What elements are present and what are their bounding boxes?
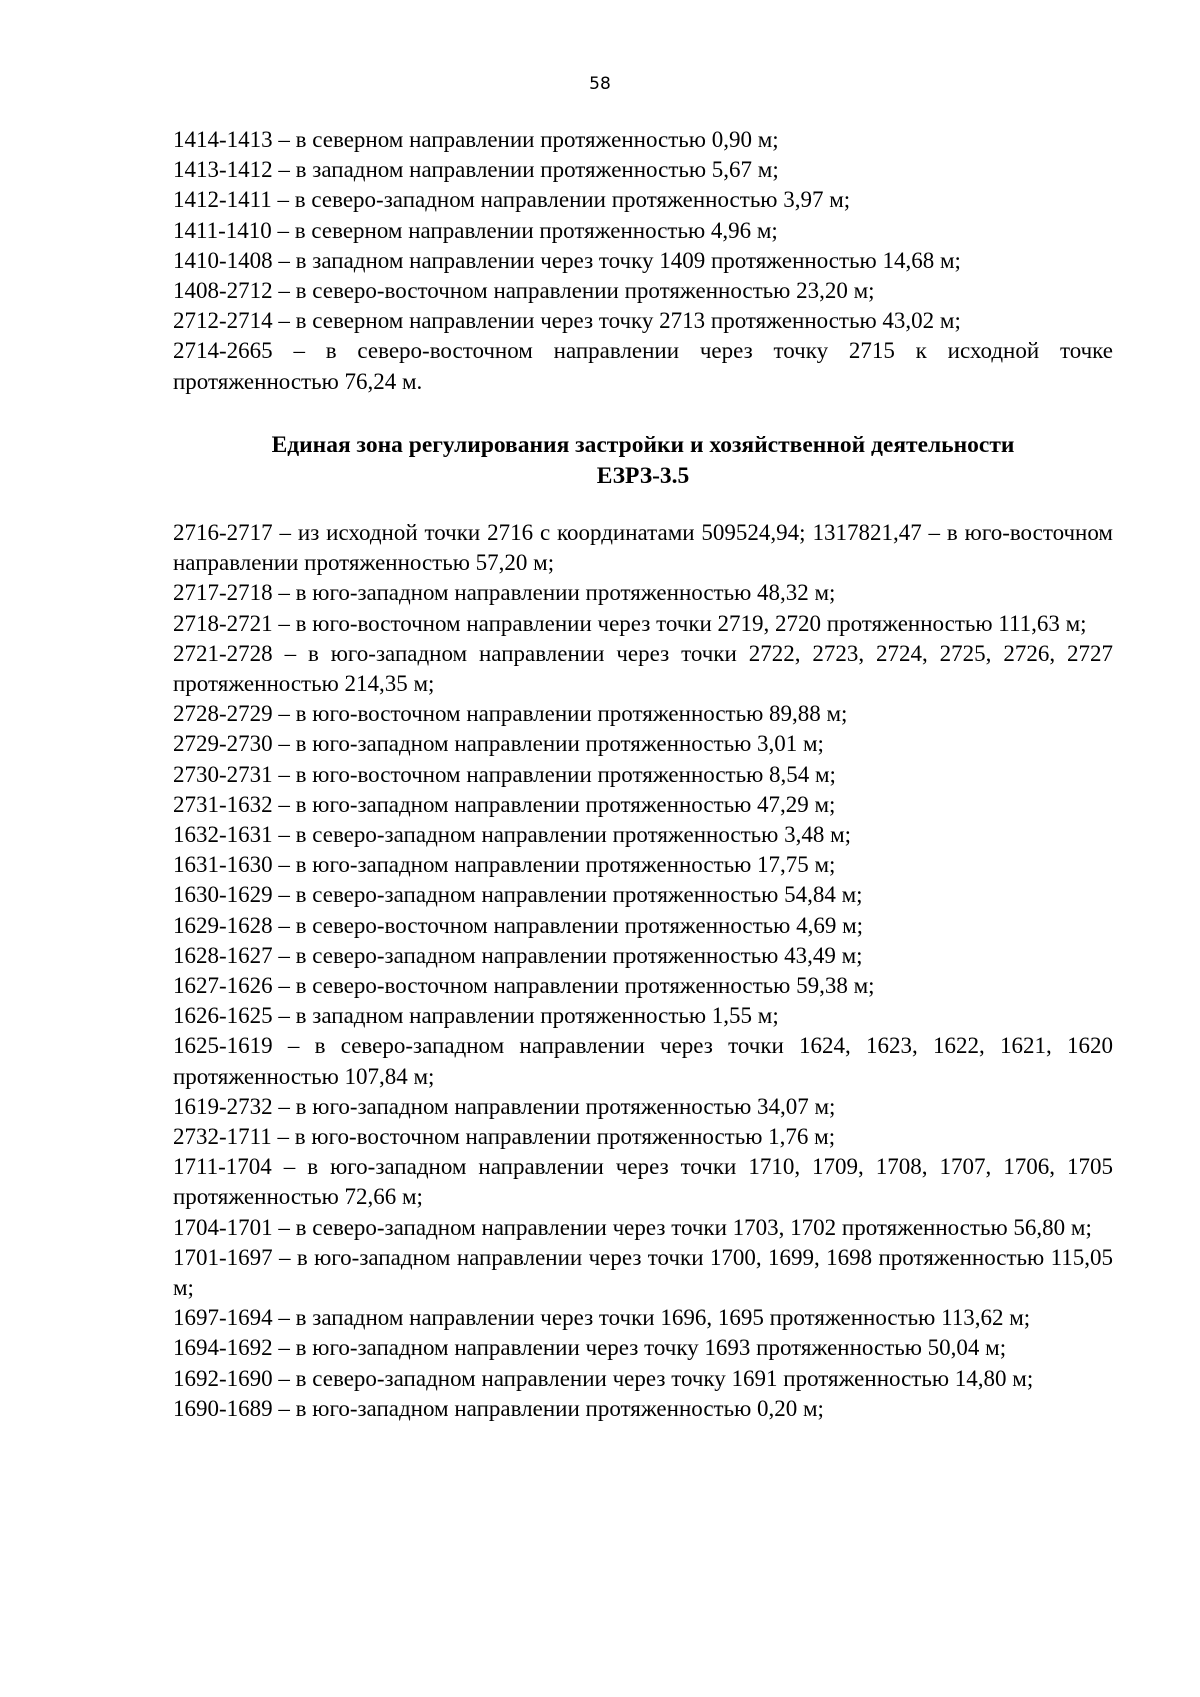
boundary-description-section-2 xyxy=(173,518,1113,1424)
boundary-segment: 1701-1697 – в юго-западном направлении через точки 1700, 1699, 1698 протяженностью 115,05 м; xyxy=(173,1244,1113,1301)
boundary-segment: 2712-2714 – в северном направлении через точку 2713 протяженностью 43,02 м; xyxy=(173,308,961,334)
boundary-segment: 1411-1410 – в северном направлении протяженностью 4,96 м; xyxy=(173,217,778,243)
boundary-segment: 2718-2721 – в юго-восточном направлении через точки 2719, 2720 протяженностью 111,63 м; xyxy=(173,610,1087,636)
boundary-segment: 1412-1411 – в северо-западном направлении протяженностью 3,97 м; xyxy=(173,187,851,213)
boundary-segment: 1629-1628 – в северо-восточном направлении протяженностью 4,69 м; xyxy=(173,912,864,938)
boundary-segment: 1627-1626 – в северо-восточном направлении протяженностью 59,38 м; xyxy=(173,973,875,999)
zone-heading xyxy=(173,430,1113,491)
zone-heading-title: Единая зона регулирования застройки и хозяйственной деятельности xyxy=(271,432,1015,458)
boundary-segment: 1628-1627 – в северо-западном направлении протяженностью 43,49 м; xyxy=(173,942,863,968)
boundary-segment: 1690-1689 – в юго-западном направлении протяженностью 0,20 м; xyxy=(173,1395,824,1421)
boundary-segment: 1692-1690 – в северо-западном направлении через точку 1691 протяженностью 14,80 м; xyxy=(173,1365,1034,1391)
boundary-description-section-1 xyxy=(173,125,1113,397)
boundary-segment: 2721-2728 – в юго-западном направлении через точки 2722, 2723, 2724, 2725, 2726, 2727 протяженностью 214,35 м; xyxy=(173,640,1113,697)
boundary-segment: 1619-2732 – в юго-западном направлении протяженностью 34,07 м; xyxy=(173,1093,836,1119)
boundary-segment: 1413-1412 – в западном направлении протяженностью 5,67 м; xyxy=(173,157,779,183)
boundary-segment: 2731-1632 – в юго-западном направлении протяженностью 47,29 м; xyxy=(173,791,836,817)
boundary-segment: 2714-2665 – в северо-восточном направлении через точку 2715 к исходной точке протяженностью 76,24 м. xyxy=(173,338,1113,394)
boundary-segment: 2729-2730 – в юго-западном направлении протяженностью 3,01 м; xyxy=(173,731,824,757)
boundary-segment: 1711-1704 – в юго-западном направлении через точки 1710, 1709, 1708, 1707, 1706, 1705 протяженностью 72,66 м; xyxy=(173,1154,1113,1210)
boundary-segment: 1410-1408 – в западном направлении через точку 1409 протяженностью 14,68 м; xyxy=(173,247,961,273)
boundary-segment: 1694-1692 – в юго-западном направлении через точку 1693 протяженностью 50,04 м; xyxy=(173,1335,1007,1361)
boundary-segment: 1697-1694 – в западном направлении через точки 1696, 1695 протяженностью 113,62 м; xyxy=(173,1305,1031,1331)
boundary-segment: 1632-1631 – в северо-западном направлении протяженностью 3,48 м; xyxy=(173,822,852,848)
boundary-segment: 2716-2717 – из исходной точки 2716 с координатами 509524,94; 1317821,47 – в юго-восточном направлении протяженностью 57,20 м; xyxy=(173,520,1113,576)
boundary-segment: 1414-1413 – в северном направлении протяженностью 0,90 м; xyxy=(173,127,779,152)
boundary-segment: 2717-2718 – в юго-западном направлении протяженностью 48,32 м; xyxy=(173,580,836,606)
boundary-segment: 1631-1630 – в юго-западном направлении протяженностью 17,75 м; xyxy=(173,852,836,878)
boundary-segment: 1630-1629 – в северо-западном направлении протяженностью 54,84 м; xyxy=(173,882,863,908)
boundary-segment: 1625-1619 – в северо-западном направлении через точки 1624, 1623, 1622, 1621, 1620 протяженностью 107,84 м; xyxy=(173,1033,1113,1089)
page-number: 58 xyxy=(589,74,611,94)
boundary-segment: 2732-1711 – в юго-восточном направлении протяженностью 1,76 м; xyxy=(173,1124,836,1150)
zone-heading-code: ЕЗРЗ-3.5 xyxy=(596,462,690,489)
boundary-segment: 2730-2731 – в юго-восточном направлении протяженностью 8,54 м; xyxy=(173,761,836,787)
boundary-segment: 1408-2712 – в северо-восточном направлении протяженностью 23,20 м; xyxy=(173,278,875,304)
boundary-segment: 1704-1701 – в северо-западном направлении через точки 1703, 1702 протяженностью 56,80 м; xyxy=(173,1214,1092,1240)
boundary-segment: 1626-1625 – в западном направлении протяженностью 1,55 м; xyxy=(173,1003,779,1029)
boundary-segment: 2728-2729 – в юго-восточном направлении протяженностью 89,88 м; xyxy=(173,701,848,727)
